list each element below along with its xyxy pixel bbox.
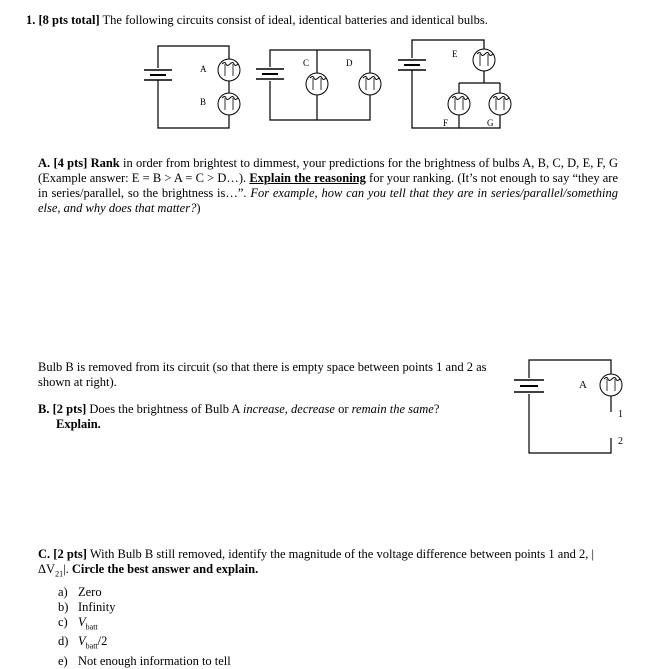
part-c	[38, 547, 618, 669]
label-c: C	[303, 58, 310, 68]
part-b-decrease: decrease	[291, 402, 335, 416]
circuits-diagram	[0, 0, 645, 150]
part-b-points: [2 pts]	[52, 402, 87, 416]
part-b-sep2: or	[334, 402, 352, 416]
part-b-letter: B.	[38, 402, 50, 416]
point-1-label: 1	[618, 409, 623, 420]
part-c-dv: |ΔV	[38, 547, 594, 576]
label-e: E	[452, 49, 458, 59]
part-b-explain: Explain.	[56, 417, 101, 431]
part-a-rank: Rank	[90, 156, 120, 170]
question-number: 1.	[26, 13, 36, 27]
part-a	[38, 156, 618, 216]
part-c-dv-end: |.	[63, 562, 69, 576]
part-a-points: [4 pts]	[53, 156, 88, 170]
point-2-label: 2	[618, 436, 623, 447]
bulb-f-icon	[448, 93, 470, 115]
part-b-sep1: ,	[284, 402, 292, 416]
option-c[interactable]: c) $V_{batt}$	[58, 614, 98, 631]
part-b-remain: remain the same	[351, 402, 434, 416]
label-d: D	[346, 58, 353, 68]
circuit-1	[144, 46, 229, 128]
part-b-text1: Does the brightness of Bulb A	[86, 402, 243, 416]
part-c-letter: C.	[38, 547, 51, 561]
bulb-a-removed-circuit-icon	[600, 374, 622, 396]
right-circuit-diagram	[500, 350, 640, 465]
bulb-g-icon	[489, 93, 511, 115]
part-c-dv-sub: 21	[55, 569, 64, 579]
option-e[interactable]: e) Not enough information to tell	[58, 653, 231, 668]
part-c-text1: With Bulb B still removed, identify the magnitude of the voltage difference between points 1 and 2,	[86, 547, 592, 561]
part-b-qmark: ?	[433, 402, 440, 416]
option-d[interactable]: d) $V_{batt}/2$	[58, 634, 108, 651]
label-b: B	[200, 97, 207, 107]
bulb-e-icon	[473, 49, 495, 71]
bulb-a-icon	[218, 59, 240, 81]
option-b[interactable]: b) Infinity	[58, 599, 116, 614]
part-c-points: [2 pts]	[53, 547, 87, 561]
part-a-explain: Explain the reasoning	[249, 171, 366, 185]
question-intro: The following circuits consist of ideal, identical batteries and identical bulbs.	[102, 13, 488, 27]
part-c-options	[38, 585, 618, 669]
bulb-b-icon	[218, 93, 240, 115]
label-g: G	[487, 118, 494, 128]
bulb-b-removed-text: Bulb B is removed from its circuit (so that there is empty space between points 1 and 2 as shown at right).	[38, 360, 487, 389]
part-c-circle: Circle the best answer and explain.	[68, 562, 259, 576]
right-label-a: A	[579, 379, 587, 391]
part-a-text1: in order from brightest to dimmest, your predictions for the brightness of bulbs A, B, C, D, E, F, G (Example answer: E = B > A = C > D…).	[38, 156, 618, 185]
option-a[interactable]: a) Zero	[58, 584, 102, 599]
label-a: A	[200, 64, 207, 74]
part-a-italic: For example, how can you tell that they are in series/parallel/something else, and why does that matter?	[38, 186, 618, 215]
part-a-text2: for your ranking. (It’s not enough to say “they are in series/parallel, so the brightness is…”.	[38, 171, 618, 200]
part-a-close: )	[196, 201, 201, 215]
bulb-d-icon	[359, 73, 381, 95]
question-points: [8 pts total]	[38, 13, 100, 27]
part-b-increase: increase	[242, 402, 285, 416]
part-a-letter: A.	[38, 156, 51, 170]
label-f: F	[443, 118, 449, 128]
part-b	[38, 402, 488, 432]
bulb-c-icon	[306, 73, 328, 95]
